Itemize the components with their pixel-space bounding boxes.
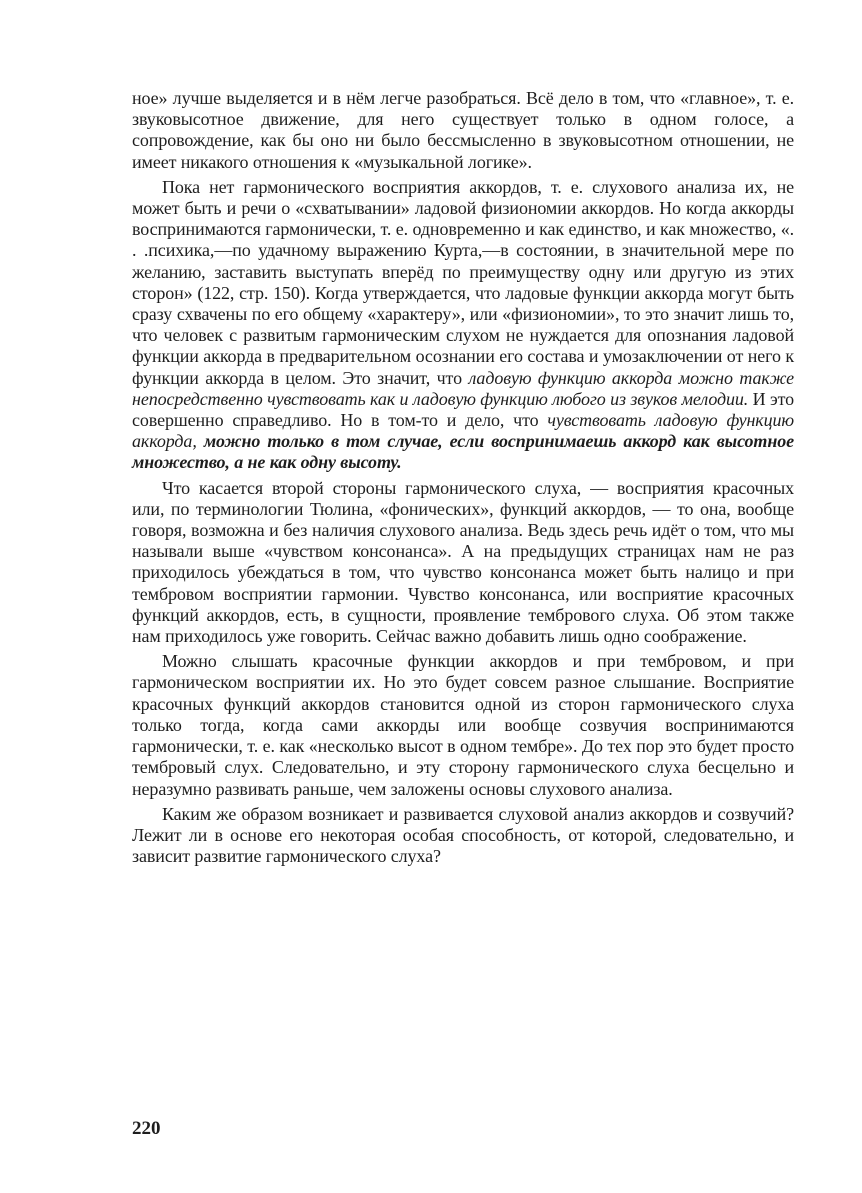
- body-text: [132, 88, 794, 867]
- text-run: ное» лучше выделяется и в нём легче разобраться. Всё дело в том, что «главное», т. е. звуковысотное движение, для него существует только в одном голосе, а сопровождение, как бы оно ни было бессмысленно в звуковысотном отношении, не имеет никакого отношения к «музыкальной логике».: [132, 88, 794, 172]
- text-run: Пока нет гармонического восприятия аккордов, т. е. слухового анализа их, не может быть и речи о «схватывании» ладовой физиономии аккордов. Но когда аккорды воспринимаются гармонически, т. е. одновременно и как единство, и как множество, «. . .психика,—по удачному выражению Курта,—в состоянии, в значительной мере по желанию, заставить выступать вперёд по преимуществу одну или другую из этих сторон» (122, стр. 150). Когда утверждается, что ладовые функции аккорда могут быть сразу схвачены по его общему «характеру», или «физиономии», то это значит лишь то, что человек с развитым гармоническим слухом не нуждается для опознания ладовой функции аккорда в предварительном осознании его состава и умозаключении от него к функции аккорда в целом. Это значит, что: [132, 176, 794, 388]
- paragraph-2: [132, 177, 794, 474]
- text-run: И это совершенно справедливо. Но в том-то и дело, что: [132, 388, 795, 431]
- text-run: Каким же образом возникает и развивается слуховой анализ аккордов и созвучий? Лежит ли в основе его некоторая особая способность, от которой, следовательно, и зависит развитие гармонического слуха?: [132, 803, 794, 867]
- italic-run: чувствовать ладовую функцию аккорда,: [132, 410, 794, 452]
- paragraph-1: [132, 88, 794, 173]
- paragraph-5: [132, 804, 794, 868]
- paragraph-4: [132, 651, 794, 799]
- paragraph-3: [132, 478, 794, 648]
- italic-run: ладовую функцию аккорда можно также непосредственно чувствовать как и ладовую функцию любого из звуков мелодии.: [132, 367, 795, 409]
- text-run: Можно слышать красочные функции аккордов и при тембровом, и при гармоническом восприятии их. Но это будет совсем разное слышание. Восприятие красочных функций аккордов становится одной из сторон гармонического слуха только тогда, когда сами аккорды или вообще созвучия воспринимаются гармонически, т. е. как «несколько высот в одном тембре». До тех пор это будет просто тембровый слух. Следовательно, и эту сторону гармонического слуха бесцельно и неразумно развивать раньше, чем заложены основы слухового анализа.: [132, 651, 794, 799]
- page-number: 220: [132, 1118, 161, 1139]
- bold-italic-run: можно только в том случае, если воспринимаешь аккорд как высотное множество, а не как одну высоту.: [132, 431, 794, 473]
- text-run: Что касается второй стороны гармонического слуха, — восприятия красочных или, по терминологии Тюлина, «фонических», функций аккордов, — то она, вообще говоря, возможна и без наличия слухового анализа. Ведь здесь речь идёт о том, что мы называли выше «чувством консонанса». А на предыдущих страницах нам не раз приходилось убеждаться в том, что чувство консонанса может быть налицо и при тембровом восприятии гармонии. Чувство консонанса, или восприятие красочных функций аккордов, есть, в сущности, проявление тембрового слуха. Об этом также нам приходилось уже говорить. Сейчас важно добавить лишь одно соображение.: [132, 477, 794, 647]
